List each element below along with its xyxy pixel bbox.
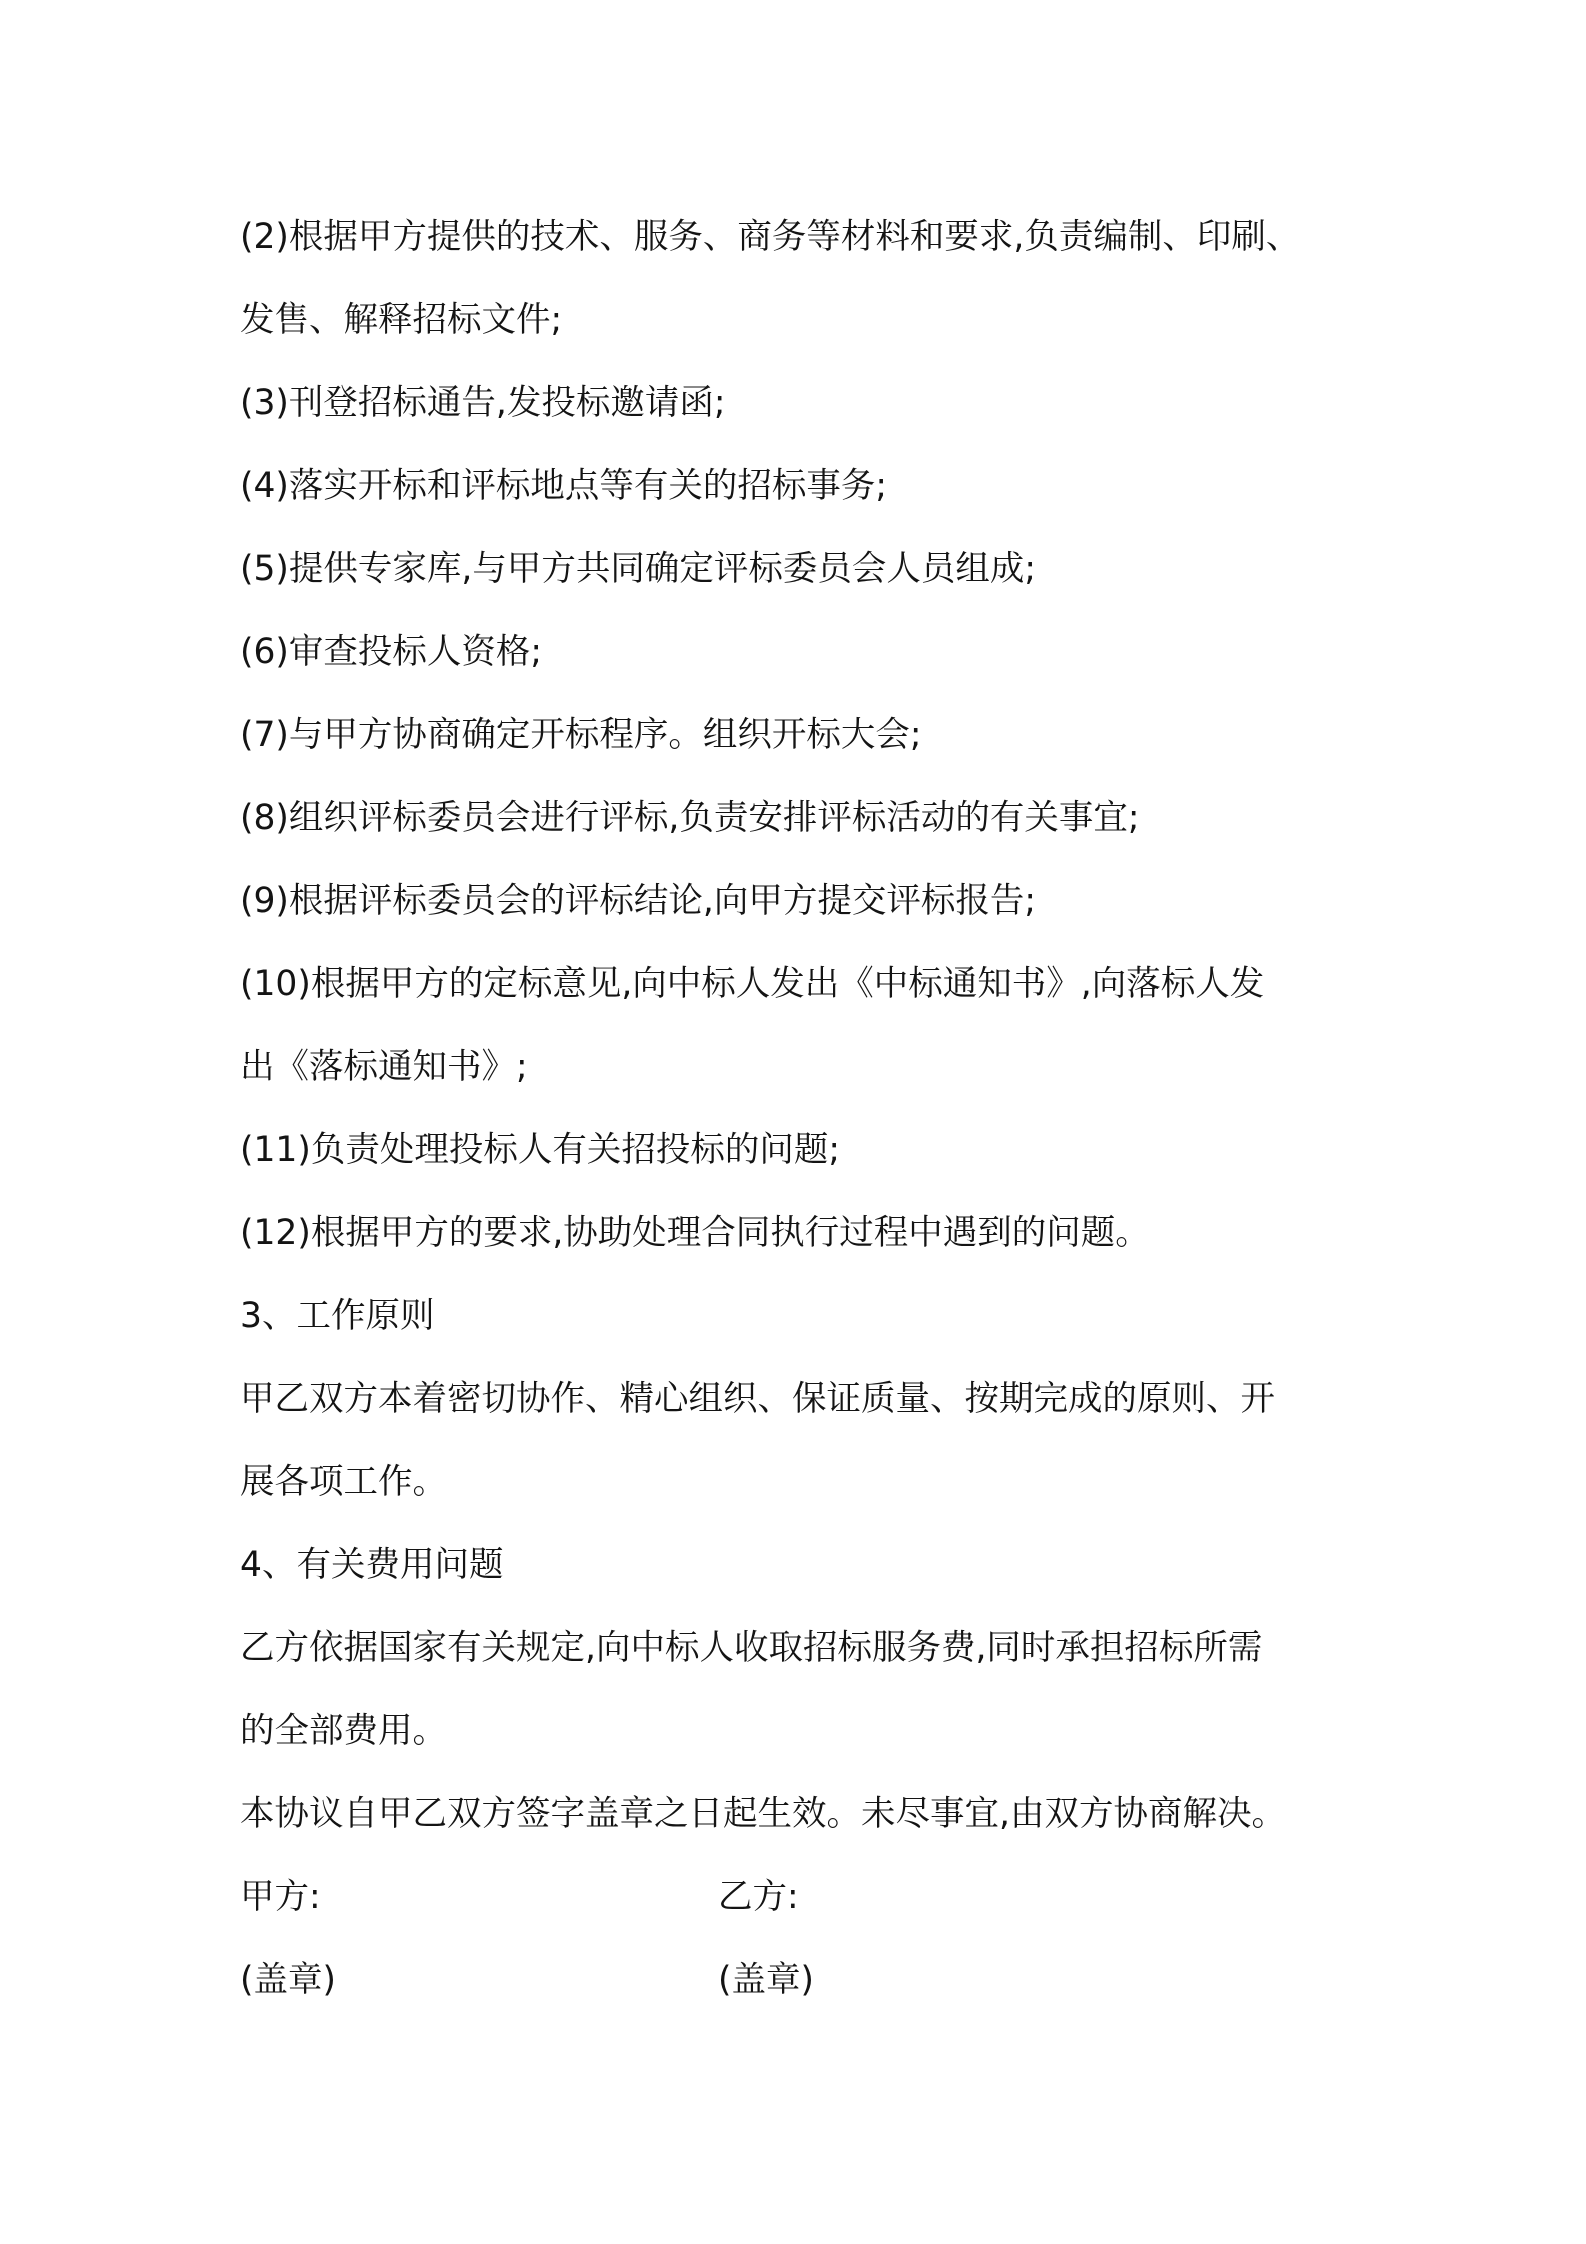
document-body	[240, 196, 1380, 2022]
text-line: 乙方依据国家有关规定,向中标人收取招标服务费,同时承担招标所需	[240, 1628, 1263, 1668]
text-line: (6)审查投标人资格;	[240, 632, 542, 672]
text-line: 甲乙双方本着密切协作、精心组织、保证质量、按期完成的原则、开	[240, 1379, 1275, 1419]
section-heading: 4、有关费用问题	[240, 1545, 504, 1585]
text-line: (7)与甲方协商确定开标程序。组织开标大会;	[240, 715, 922, 755]
party-label-row	[240, 1856, 1380, 1939]
party-a-label: 甲方:	[240, 1877, 321, 1917]
party-a-seal: (盖章)	[240, 1960, 336, 2000]
text-line: (9)根据评标委员会的评标结论,向甲方提交评标报告;	[240, 881, 1036, 921]
text-line: 的全部费用。	[240, 1711, 447, 1751]
party-b-seal: (盖章)	[718, 1960, 814, 2000]
party-b-label: 乙方:	[718, 1877, 799, 1917]
section-heading: 3、工作原则	[240, 1296, 435, 1336]
text-line: 本协议自甲乙双方签字盖章之日起生效。未尽事宜,由双方协商解决。	[240, 1794, 1286, 1834]
seal-row	[240, 1939, 1380, 2022]
text-line: 发售、解释招标文件;	[240, 300, 563, 340]
text-line: (3)刊登招标通告,发投标邀请函;	[240, 383, 726, 423]
text-line: (10)根据甲方的定标意见,向中标人发出《中标通知书》,向落标人发	[240, 964, 1265, 1004]
text-line: 展各项工作。	[240, 1462, 447, 1502]
text-line: (4)落实开标和评标地点等有关的招标事务;	[240, 466, 887, 506]
text-line: (2)根据甲方提供的技术、服务、商务等材料和要求,负责编制、印刷、	[240, 217, 1301, 257]
text-line: (8)组织评标委员会进行评标,负责安排评标活动的有关事宜;	[240, 798, 1140, 838]
text-line: (5)提供专家库,与甲方共同确定评标委员会人员组成;	[240, 549, 1036, 589]
text-line: 出《落标通知书》;	[240, 1047, 528, 1087]
text-line: (12)根据甲方的要求,协助处理合同执行过程中遇到的问题。	[240, 1213, 1150, 1253]
text-line: (11)负责处理投标人有关招投标的问题;	[240, 1130, 840, 1170]
